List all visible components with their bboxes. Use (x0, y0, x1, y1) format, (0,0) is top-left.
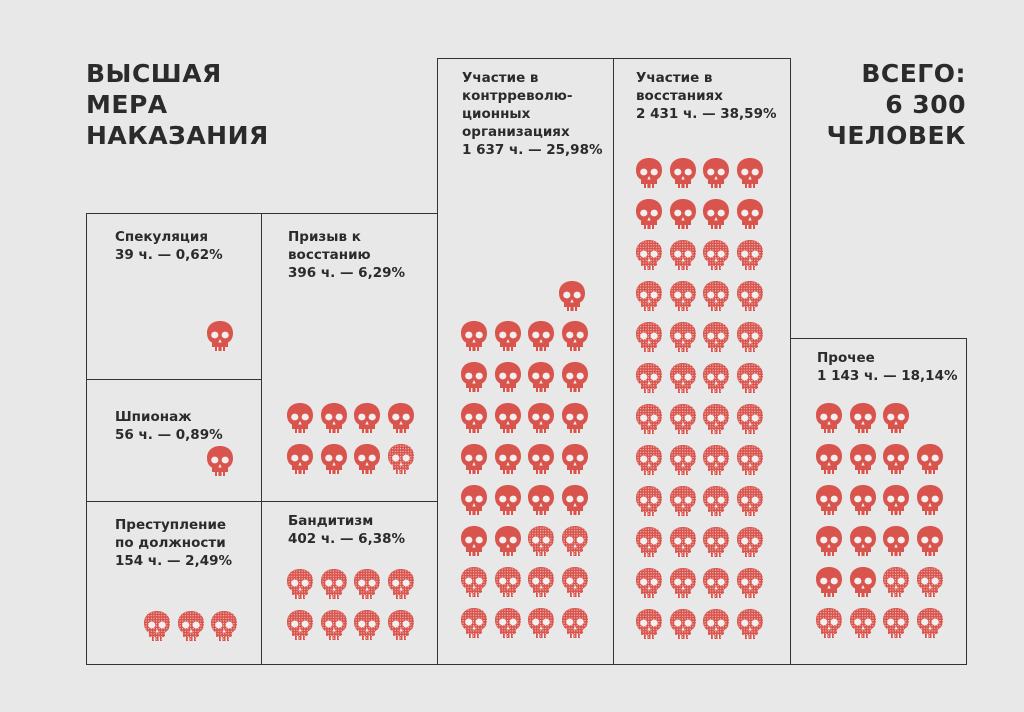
skull-icon (561, 484, 589, 516)
skull-icon (460, 402, 488, 434)
skull-icon (882, 566, 910, 598)
chart-total (827, 58, 966, 151)
skull-icon (882, 443, 910, 475)
skull-icon (882, 402, 910, 434)
chart-title-left (86, 58, 269, 151)
category-label (115, 516, 232, 570)
skull-icon (815, 402, 843, 434)
total-line: ВСЕГО: (861, 59, 966, 88)
skull-icon (702, 526, 730, 558)
skull-icon (561, 320, 589, 352)
total-line: ЧЕЛОВЕК (826, 121, 966, 150)
skull-icon (494, 566, 522, 598)
skull-icon (635, 567, 663, 599)
skull-icon (387, 402, 415, 434)
skull-icon (460, 566, 488, 598)
category-label (288, 512, 405, 548)
skull-icon (702, 280, 730, 312)
category-value: 2 431 ч. — 38,59% (636, 106, 777, 122)
skull-icon (206, 320, 234, 352)
skull-icon (460, 484, 488, 516)
skull-icon (635, 198, 663, 230)
category-name-line: Шпионаж (115, 409, 192, 425)
skull-icon (849, 525, 877, 557)
skull-icon (849, 484, 877, 516)
category-value: 402 ч. — 6,38% (288, 531, 406, 547)
skull-icon (849, 402, 877, 434)
skull-icon (736, 280, 764, 312)
skull-icon (460, 320, 488, 352)
skull-icon (669, 567, 697, 599)
skull-icon (561, 361, 589, 393)
skull-icon (286, 609, 314, 641)
title-line: МЕРА (86, 90, 168, 119)
skull-icon (561, 443, 589, 475)
skull-icon (494, 607, 522, 639)
category-label (115, 228, 223, 264)
skull-icon (460, 607, 488, 639)
skull-icon (669, 403, 697, 435)
skull-icon (494, 361, 522, 393)
skull-icon (527, 607, 555, 639)
skull-icon (669, 362, 697, 394)
total-line: 6 300 (885, 90, 966, 119)
category-label (462, 69, 603, 159)
skull-icon (702, 444, 730, 476)
skull-icon (669, 321, 697, 353)
category-name-line: Участие в (636, 70, 713, 86)
skull-icon (353, 443, 381, 475)
skull-icon (387, 568, 415, 600)
skull-icon (702, 362, 730, 394)
skull-icon (527, 525, 555, 557)
skull-icon (286, 402, 314, 434)
skull-icon (353, 402, 381, 434)
title-line: ВЫСШАЯ (86, 59, 222, 88)
skull-icon (387, 609, 415, 641)
category-value: 1 637 ч. — 25,98% (462, 142, 603, 158)
category-box-spec (86, 213, 262, 380)
skull-icon (635, 239, 663, 271)
category-name-line: Спекуляция (115, 229, 209, 245)
title-line: НАКАЗАНИЯ (86, 121, 269, 150)
category-name-line: Преступление (115, 517, 227, 533)
category-name-line: Прочее (817, 350, 875, 366)
skull-icon (815, 607, 843, 639)
skull-icon (702, 608, 730, 640)
skull-icon (702, 239, 730, 271)
skull-icon (320, 443, 348, 475)
skull-icon (561, 607, 589, 639)
skull-icon (916, 484, 944, 516)
category-name-line: контрреволю- (462, 88, 573, 104)
skull-icon (736, 362, 764, 394)
skull-icon (635, 157, 663, 189)
category-name-line: ционных (462, 106, 531, 122)
skull-icon (635, 526, 663, 558)
skull-icon (882, 607, 910, 639)
skull-icon (635, 608, 663, 640)
skull-icon (561, 402, 589, 434)
skull-icon (177, 610, 205, 642)
skull-icon (320, 402, 348, 434)
skull-icon (635, 362, 663, 394)
skull-icon (387, 443, 415, 475)
skull-icon (527, 443, 555, 475)
category-name-line: организациях (462, 124, 570, 140)
skull-icon (635, 444, 663, 476)
skull-icon (702, 321, 730, 353)
skull-icon (669, 280, 697, 312)
skull-icon (849, 566, 877, 598)
skull-icon (815, 566, 843, 598)
skull-icon (736, 526, 764, 558)
skull-icon (849, 607, 877, 639)
category-value: 154 ч. — 2,49% (115, 553, 233, 569)
skull-icon (736, 444, 764, 476)
category-value: 1 143 ч. — 18,14% (817, 368, 958, 384)
skull-icon (286, 443, 314, 475)
skull-icon (736, 321, 764, 353)
category-name-line: Бандитизм (288, 513, 374, 529)
skull-icon (527, 402, 555, 434)
category-name-line: Призыв к (288, 229, 361, 245)
skull-icon (916, 443, 944, 475)
skull-icon (669, 198, 697, 230)
skull-icon (353, 609, 381, 641)
category-label (636, 69, 777, 123)
skull-icon (849, 443, 877, 475)
skull-icon (702, 157, 730, 189)
skull-icon (320, 609, 348, 641)
skull-icon (494, 402, 522, 434)
skull-icon (702, 403, 730, 435)
skull-icon (669, 608, 697, 640)
skull-icon (736, 157, 764, 189)
skull-icon (527, 361, 555, 393)
skull-icon (635, 485, 663, 517)
category-value: 39 ч. — 0,62% (115, 247, 223, 263)
skull-icon (702, 198, 730, 230)
skull-icon (320, 568, 348, 600)
skull-icon (460, 525, 488, 557)
skull-icon (669, 157, 697, 189)
category-label (288, 228, 405, 282)
skull-icon (736, 239, 764, 271)
skull-icon (527, 484, 555, 516)
skull-icon (815, 484, 843, 516)
skull-icon (460, 361, 488, 393)
skull-icon (736, 198, 764, 230)
skull-icon (916, 566, 944, 598)
skull-icon (143, 610, 171, 642)
skull-icon (815, 443, 843, 475)
category-label (817, 349, 958, 385)
skull-icon (527, 566, 555, 598)
skull-icon (736, 608, 764, 640)
skull-icon (702, 567, 730, 599)
skull-icon (882, 525, 910, 557)
skull-icon (669, 526, 697, 558)
skull-icon (815, 525, 843, 557)
skull-icon (206, 445, 234, 477)
skull-icon (460, 443, 488, 475)
skull-icon (669, 485, 697, 517)
category-box-spy (86, 379, 262, 502)
skull-icon (882, 484, 910, 516)
skull-icon (494, 525, 522, 557)
skull-icon (736, 567, 764, 599)
skull-icon (702, 485, 730, 517)
skull-icon (635, 280, 663, 312)
category-value: 396 ч. — 6,29% (288, 265, 406, 281)
skull-icon (669, 239, 697, 271)
skull-icon (494, 484, 522, 516)
skull-icon (286, 568, 314, 600)
category-name-line: Участие в (462, 70, 539, 86)
skull-icon (494, 443, 522, 475)
category-label (115, 408, 223, 444)
skull-icon (558, 280, 586, 312)
category-name-line: восстаниях (636, 88, 723, 104)
skull-icon (635, 403, 663, 435)
skull-icon (669, 444, 697, 476)
skull-icon (494, 320, 522, 352)
skull-icon (561, 566, 589, 598)
skull-icon (527, 320, 555, 352)
category-name-line: по должности (115, 535, 226, 551)
skull-icon (353, 568, 381, 600)
skull-icon (916, 525, 944, 557)
skull-icon (635, 321, 663, 353)
skull-icon (916, 607, 944, 639)
skull-icon (736, 485, 764, 517)
category-name-line: восстанию (288, 247, 371, 263)
skull-icon (561, 525, 589, 557)
skull-icon (736, 403, 764, 435)
skull-icon (210, 610, 238, 642)
category-value: 56 ч. — 0,89% (115, 427, 223, 443)
